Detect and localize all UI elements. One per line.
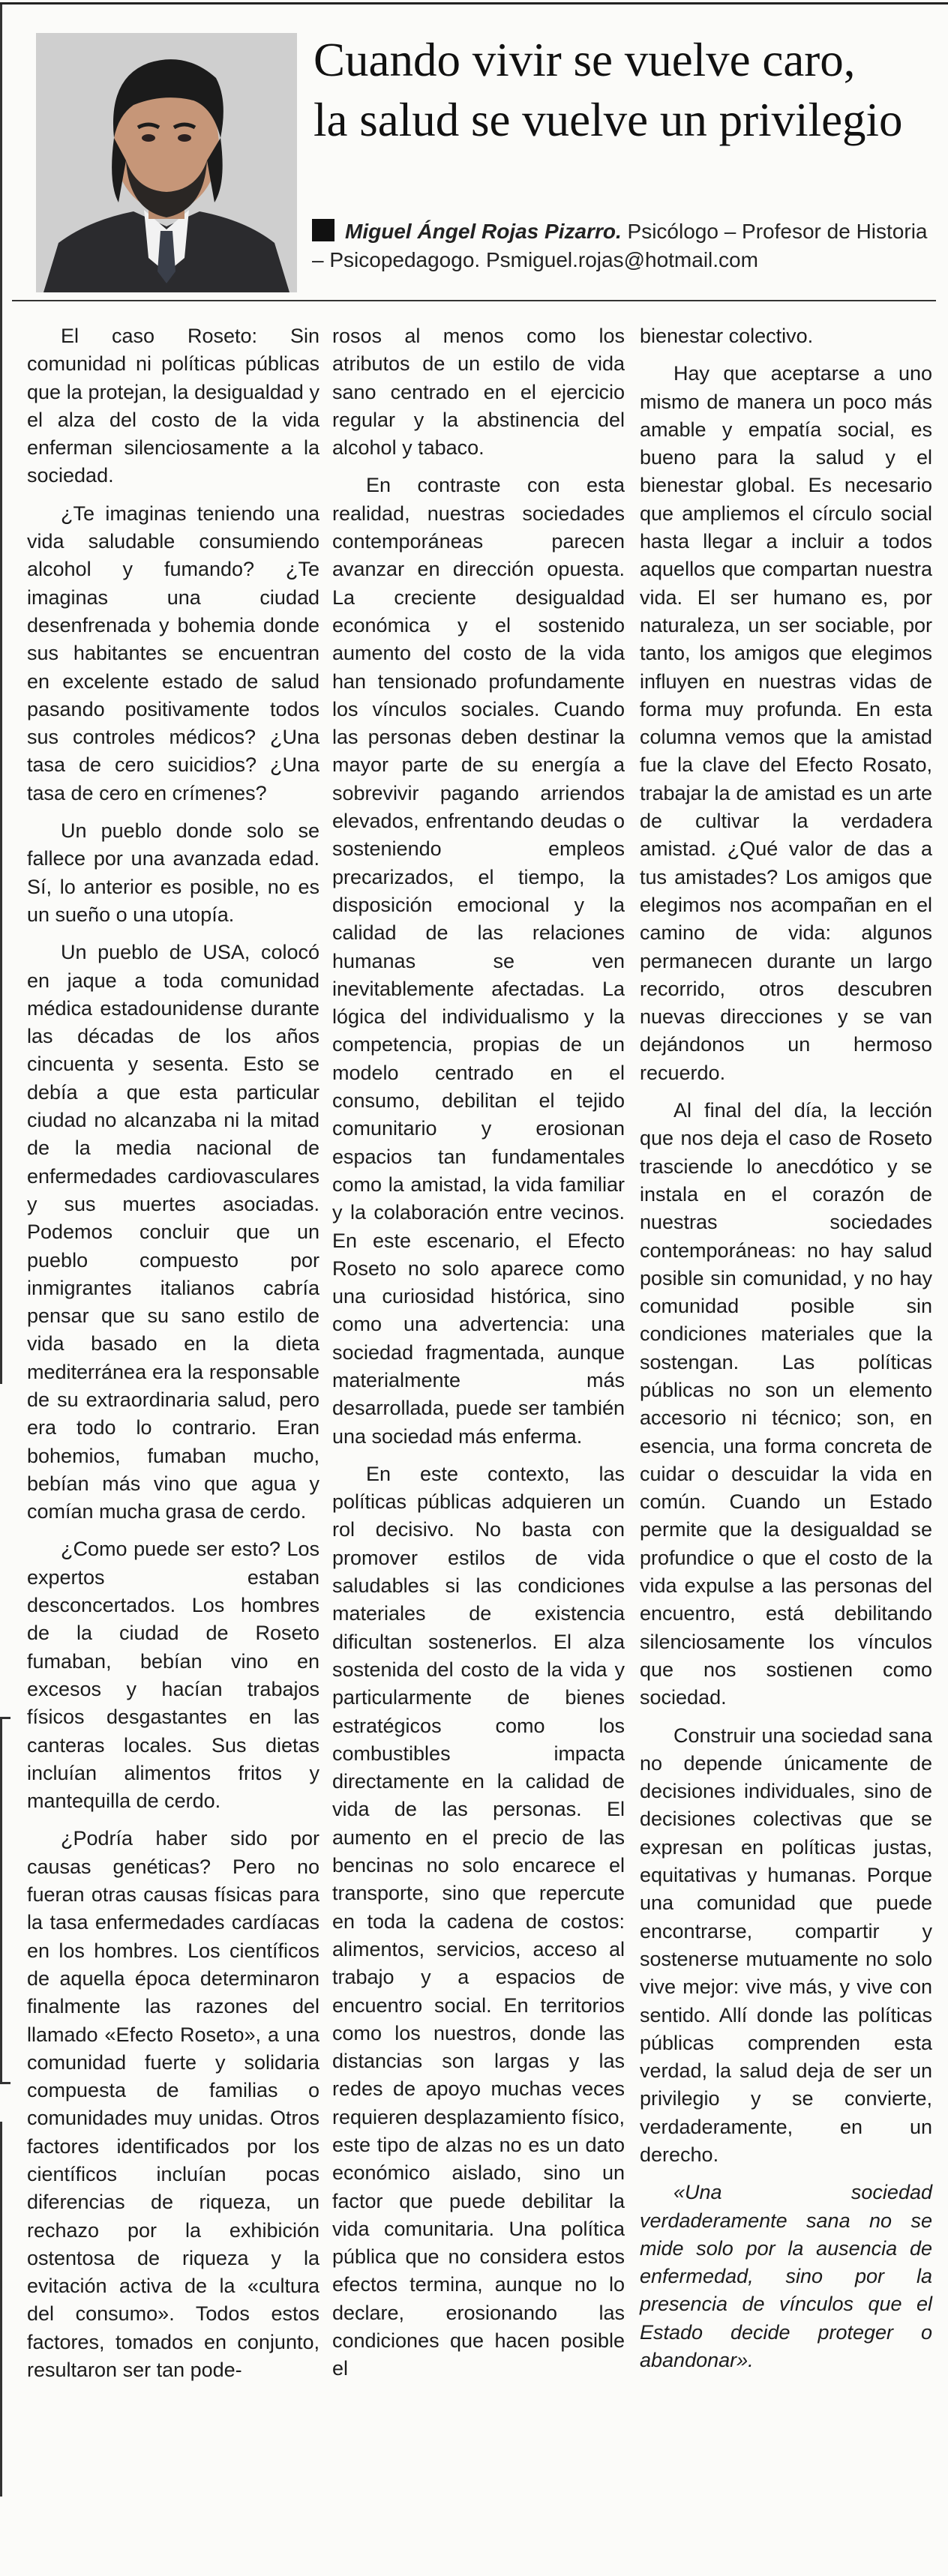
paragraph: ¿Te imaginas teniendo una vida saludable consumiendo alcohol y fumando? ¿Te imaginas una ciudad desenfrenada y bohemia donde sus habitantes se encuentran en excelente estado de salud pasando positivamente todos sus controles médicos? ¿Una tasa de cero suicidios? ¿Una tasa de cero en crímenes? bbox=[27, 502, 320, 804]
headline-line-1: Cuando vivir se vuelve caro, bbox=[314, 34, 856, 86]
left-margin-notch bbox=[0, 1717, 10, 1719]
paragraph: Hay que aceptarse a uno mismo de manera un poco más amable y empatía social, es bueno para la salud y el bienestar global. Es necesario que ampliemos el círculo social hasta llegar a incluir a todos aquellos que compartan nuestra vida. El ser humano es, por naturaleza, un ser sociable, por tanto, los amigos que elegimos influyen en nuestras vidas de forma muy profunda. En esta columna vemos que la amistad fue la clave del Efecto Rosato, trabajar la de amistad es un arte de cultivar la verdadera amistad. ¿Qué valor de das a tus amistades? Los amigos que elegimos nos acompañan en el camino de vida: algunos permanecen durante un largo recorrido, otros descubren nuevas direcciones y se van dejándonos un hermoso recuerdo. bbox=[640, 362, 932, 1084]
byline-square-icon bbox=[312, 219, 334, 241]
paragraph: Un pueblo donde solo se fallece por una avanzada edad. Sí, lo anterior es posible, no es un sueño o una utopía. bbox=[27, 819, 320, 926]
paragraph: ¿Como puede ser esto? Los expertos estaban desconcertados. Los hombres de la ciudad de Roseto fumaban, bebían vino en excesos y hacían trabajos físicos desgastantes en las canteras locales. Sus dietas incluían alimentos fritos y mantequilla de cerdo. bbox=[27, 1538, 320, 1813]
byline bbox=[312, 217, 936, 274]
paragraph: rosos al menos como los atributos de un estilo de vida sano centrado en el ejercicio regular y la abstinencia del alcohol y tabaco. bbox=[332, 325, 625, 460]
paragraph: Al final del día, la lección que nos deja el caso de Roseto trasciende lo anecdótico y se instala en el corazón de nuestras sociedades contemporáneas: no hay salud posible sin comunidad, y no hay comunidad posible sin condiciones materiales que la sostengan. Las políticas públicas no son un elemento accesorio ni técnico; son, en esencia, una forma concreta de cuidar o descuidar la vida en común. Cuando un Estado permite que la desigualdad se profundice o que el costo de la vida expulse a las personas del encuentro, está debilitando silenciosamente los vínculos que nos sostienen como sociedad. bbox=[640, 1099, 932, 1709]
byline-role: Psicólogo – Profesor de Historia – Psicopedagogo. Psmiguel.rojas@hotmail.com bbox=[312, 220, 928, 271]
left-margin-rule bbox=[0, 4, 2, 1384]
paragraph: Un pueblo de USA, colocó en jaque a toda comunidad médica estadounidense durante las décadas de los años cincuenta y sesenta. Esto se debía a que esta particular ciudad no alcanzaba ni la mitad de la media nacional de enfermedades cardiovasculares y sus muertes asociadas. Podemos concluir que un pueblo compuesto por inmigrantes italianos cabría pensar que su sano estilo de vida basado en la dieta mediterránea era la responsable de su extraordinaria salud, pero era todo lo contrario. Eran bohemios, fumaban mucho, bebían más vino que agua y comían mucha grasa de cerdo. bbox=[27, 941, 320, 1523]
headline-line-2: la salud se vuelve un privilegio bbox=[314, 94, 903, 146]
column-2 bbox=[332, 322, 625, 2393]
paragraph: bienestar colectivo. bbox=[640, 325, 814, 347]
author-photo bbox=[36, 33, 297, 292]
paragraph: ¿Podría haber sido por causas genéticas? Pero no fueran otras causas físicas para la tasa enfermedades cardíacas en los hombres. Los científicos de aquella época determinaron finalmente las razones del llamado «Efecto Roseto», a una comunidad fuerte y solidaria compuesta de familias o comunidades muy unidas. Otros factores identificados por los científicos incluían pocas diferencias de riqueza, un rechazo por la exhibición ostentosa de riqueza y la evitación activa de la «cultura del consumo». Todos estos factores, tomados en conjunto, resultaron ser tan pode- bbox=[27, 1827, 320, 2382]
left-margin-rule bbox=[0, 2122, 2, 2497]
top-rule bbox=[0, 2, 948, 4]
byline-author: Miguel Ángel Rojas Pizarro. bbox=[345, 220, 622, 243]
byline-rule bbox=[12, 300, 936, 301]
column-3 bbox=[640, 322, 932, 2384]
left-margin-rule bbox=[0, 1717, 2, 2084]
paragraph: En contraste con esta realidad, nuestras sociedades contemporáneas parecen avanzar en dirección opuesta. La creciente desigualdad económica y el sostenido aumento del costo de la vida han tensionado profundamente los vínculos sociales. Cuando las personas deben destinar la mayor parte de su energía a sobrevivir pagando arriendos elevados, enfrentando deudas o sosteniendo empleos precarizados, el tiempo, la disposición emocional y la calidad de las relaciones humanas se ven inevitablemente afectadas. La lógica del individualismo y la competencia, propias de un modelo centrado en el consumo, debilitan el tejido comunitario y erosionan espacios tan fundamentales como la amistad, la vida familiar y la colaboración entre vecinos. En este escenario, el Efecto Roseto no solo aparece como una curiosidad histórica, sino como una advertencia: una sociedad fragmentada, aunque materialmente más desarrollada, puede ser también una sociedad más enferma. bbox=[332, 474, 625, 1448]
paragraph: Construir una sociedad sana no depende únicamente de decisiones individuales, sino de decisiones colectivas que se expresan en políticas justas, equitativas y humanas. Porque una comunidad que puede encontrarse, compartir y sostenerse mutuamente no solo vive mejor: vive más, y vive con sentido. Allí donde las políticas públicas comprenden esta verdad, la salud deja de ser un privilegio y se convierte, verdaderamente, en un derecho. bbox=[640, 1724, 932, 2166]
paragraph: En este contexto, las políticas públicas adquieren un rol decisivo. No basta con promover estilos de vida saludables si las condiciones materiales de existencia dificultan sostenerlos. El alza sostenida del costo de la vida y particularmente de bienes estratégicos como los combustibles impacta directamente en la calidad de vida de las personas. El aumento en el precio de las bencinas no solo encarece el transporte, sino que repercute en toda la cadena de costos: alimentos, servicios, acceso al trabajo y a espacios de encuentro social. En territorios como los nuestros, donde las distancias son largas y las redes de apoyo muchas veces requieren desplazamiento físico, este tipo de alzas no es un dato económico aislado, sino un factor que puede debilitar la vida comunitaria. Una política pública que no considera estos efectos termina, aunque no lo declare, erosionando las condiciones que hacen posible el bbox=[332, 1462, 625, 2380]
left-margin-notch bbox=[0, 2082, 10, 2084]
headline bbox=[314, 30, 936, 150]
column-1 bbox=[27, 322, 320, 2394]
paragraph: El caso Roseto: Sin comunidad ni políticas públicas que la protejan, la desigualdad y el alza del costo de la vida enferman silenciosamente a la sociedad. bbox=[27, 325, 320, 487]
closing-quote: «Una sociedad verdaderamente sana no se mide solo por la ausencia de enfermedad, sino por la presencia de vínculos que el Estado decide proteger o abandonar». bbox=[640, 2181, 932, 2372]
